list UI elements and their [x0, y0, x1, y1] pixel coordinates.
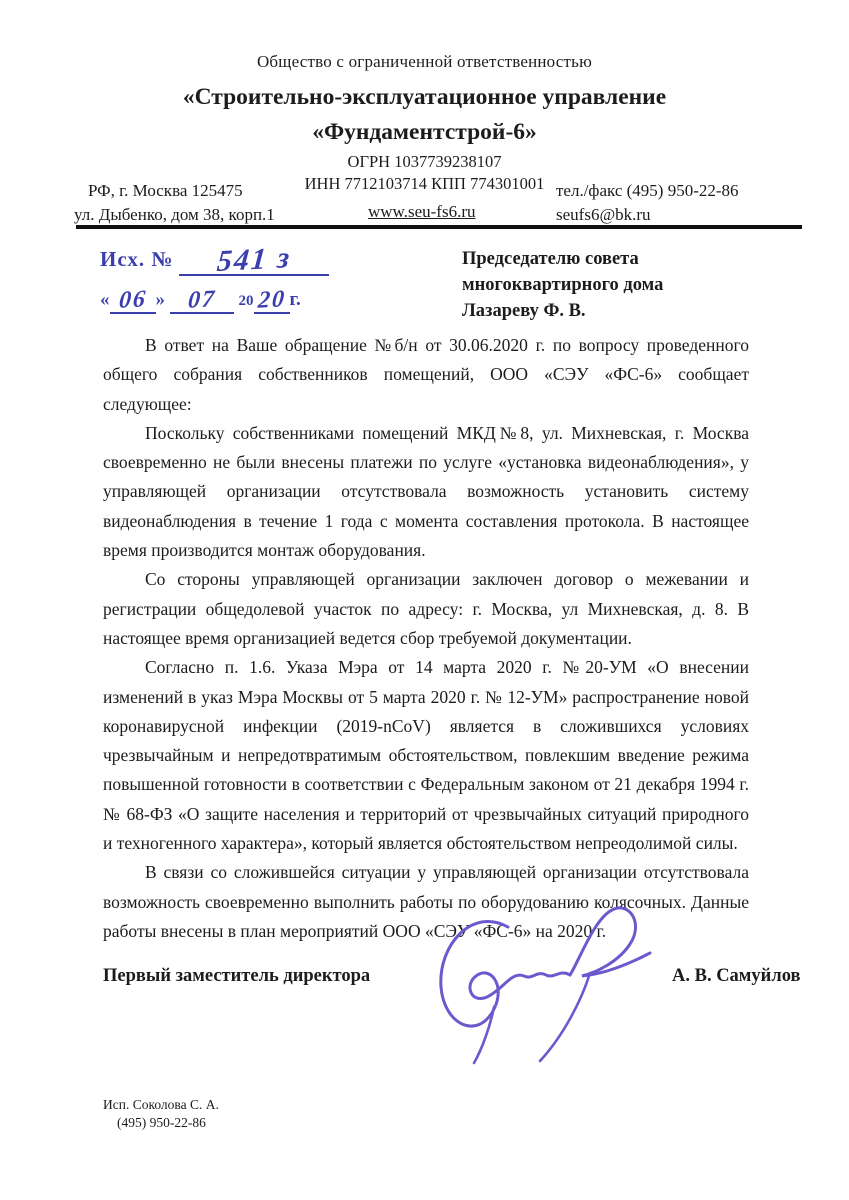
paragraph: В ответ на Ваше обращение №б/н от 30.06.2020 г. по вопросу проведенного общего собрания собственников помещений, ООО «СЭУ «ФС-6» сообщает следующее: [103, 335, 749, 414]
letterhead-divider [76, 225, 802, 229]
org-type: Общество с ограниченной ответственностью [256, 52, 593, 71]
phone-fax: тел./факс (495) 950-22-86 [556, 181, 739, 200]
recipient-line1: Председателю совета [462, 249, 639, 269]
phone-email-block [556, 179, 739, 226]
date-day-field [110, 285, 156, 314]
letter-body [103, 331, 749, 946]
outgoing-number-label: Исх. № [100, 247, 174, 271]
org-name [0, 80, 849, 150]
org-name-line1: «Строительно-эксплуатационное управление [182, 84, 667, 110]
date-day-handwritten: 06 [117, 286, 148, 314]
paragraph: В связи со сложившейся ситуации у управляющей организации отсутствовала возможность своевременно выполнить работы по оборудованию колясочных. Данные работы внесены в план мероприятий ООО «СЭУ «ФС-6» на 2020 г. [103, 862, 749, 941]
executor-phone: (495) 950-22-86 [117, 1115, 206, 1130]
outgoing-number-field [179, 240, 329, 279]
quote-close: » [155, 289, 165, 310]
signer-name: А. В. Самуйлов [672, 966, 801, 986]
outgoing-date-line [100, 285, 440, 314]
date-year-field [254, 285, 290, 314]
recipient-line3: Лазареву Ф. В. [462, 301, 586, 321]
date-month-field [170, 285, 234, 314]
quote-open: « [100, 289, 110, 310]
executor-block [103, 1096, 219, 1132]
outgoing-number-handwritten: 541 з [215, 240, 293, 279]
website-link: www.seu-fs6.ru [368, 202, 476, 221]
date-month-handwritten: 07 [186, 286, 217, 314]
year-prefix: 20 [238, 293, 254, 309]
paragraph: Согласно п. 1.6. Указа Мэра от 14 марта 2020 г. №20-УМ «О внесении изменений в указ Мэра Москвы от 5 марта 2020 г. № 12-УМ» распространение новой коронавирусной инфекции (2019-nCoV) является в сложившихся условиях чрезвычайным и непредотвратимым обстоятельством, повлекшим введение режима повышенной готовности в соответствии с Федеральным законом от 21 декабря 1994 г. № 68-ФЗ «О защите населения и территорий от чрезвычайных ситуаций природного и техногенного характера», который является обстоятельством непреодолимой силы. [103, 657, 749, 854]
postal-address [74, 179, 275, 226]
paragraph: Со стороны управляющей организации заключен договор о межевании и регистрации общедолевой участок по адресу: г. Москва, ул Михневская, д. 8. В настоящее время организацией ведется сбор требуемой документации. [103, 569, 749, 648]
outgoing-number-line [100, 240, 440, 279]
handwritten-signature [424, 903, 664, 1083]
org-name-line2: «Фундаментстрой-6» [312, 119, 537, 145]
address-line1: РФ, г. Москва 125475 [88, 181, 243, 200]
inn-kpp: ИНН 7712103714 КПП 774301001 [304, 174, 545, 193]
letterhead [0, 52, 849, 194]
outgoing-number-block [100, 240, 440, 314]
email: seufs6@bk.ru [556, 204, 651, 224]
address-line2: ул. Дыбенко, дом 38, корп.1 [74, 204, 275, 224]
paragraph: Поскольку собственниками помещений МКД№8, ул. Михневская, г. Москва своевременно не были внесены платежи по услуге «установка видеонаблюдения», у управляющей организации отсутствовала возможность установить систему видеонаблюдения в течение 1 года с момента составления протокола. В настоящее время производится монтаж оборудования. [103, 422, 749, 561]
date-suffix: г. [289, 289, 301, 310]
ogrn: ОГРН 1037739238107 [347, 152, 502, 171]
recipient-block [462, 246, 663, 324]
website-block [368, 202, 476, 222]
executor-name: Исп. Соколова С. А. [103, 1097, 219, 1112]
signer-position: Первый заместитель директора [103, 966, 371, 986]
recipient-line2: многоквартирного дома [462, 275, 664, 295]
date-year-handwritten: 20 [256, 286, 287, 314]
